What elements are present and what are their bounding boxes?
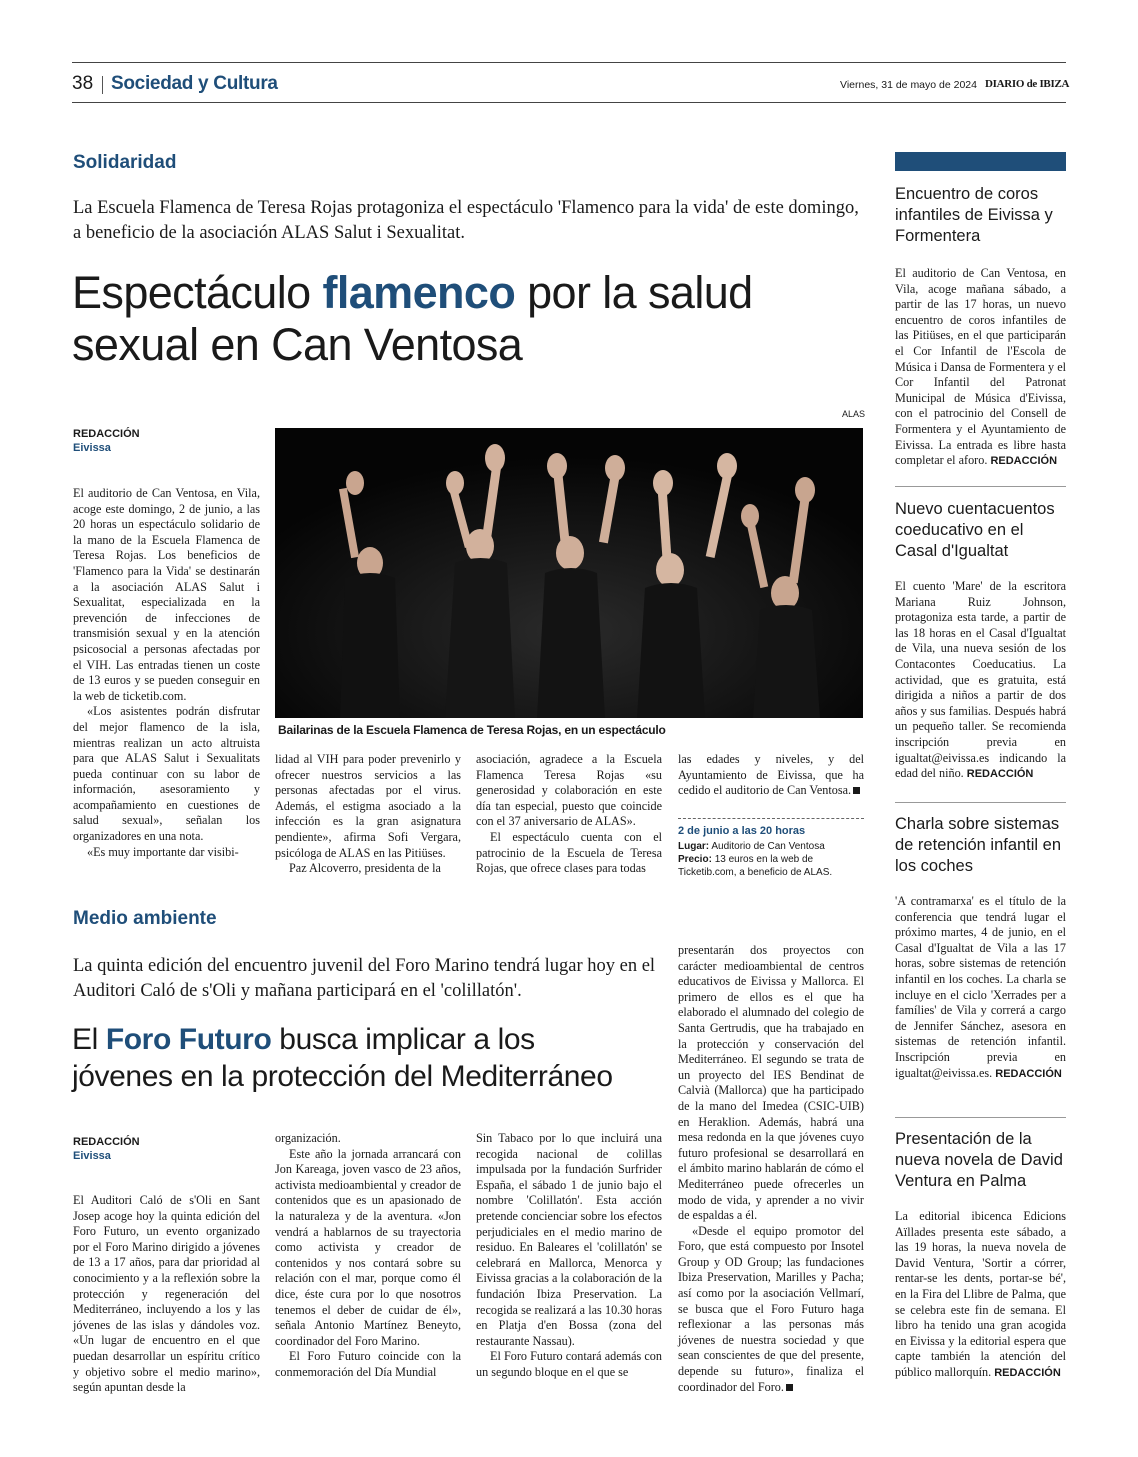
sidebar-item-text: La editorial ibicenca Edicions Aïllades presenta este sábado, a las 19 horas, la nueva novela de David Ventura, 'Sortir a córrer, rentar-se les dents, portar-se bé', en la Fira del Llibre de Palma, que se celebra este fin de semana. El libro ha tenido una gran acogida en Eivissa y la editorial espera que capte también la atención del público mallorquín. bbox=[895, 1209, 1066, 1379]
headline-highlight: Foro Futuro bbox=[105, 1023, 272, 1056]
info-precio bbox=[678, 853, 864, 879]
article2-column-1 bbox=[73, 1193, 260, 1396]
article2-column-3 bbox=[476, 1131, 662, 1381]
info-box-details bbox=[678, 840, 864, 879]
sidebar-item-3 bbox=[895, 814, 1066, 1082]
paragraph: Este año la jornada arrancará con Jon Kareaga, joven vasco de 23 años, activista medioambiental y creador de contenidos que es un apasionado de la naturaleza y de la aventura. «Jon vendrá a hablarnos de su trayectoria como activista y creador de contenidos y nos contará sobre su relación con el mar, porque como él dice, éste cura por lo que nosotros tenemos el deber de cuidar de él», señala Antonio Martínez Beneyto, coordinador del Foro Marino. bbox=[275, 1146, 461, 1348]
photo-caption: Bailarinas de la Escuela Flamenca de Teresa Rojas, en un espectáculo bbox=[278, 723, 666, 737]
paragraph: organización. bbox=[275, 1131, 341, 1145]
info-lugar bbox=[678, 840, 864, 853]
issue-date: Viernes, 31 de mayo de 2024 bbox=[840, 79, 977, 91]
article2-column-4 bbox=[678, 943, 864, 1395]
info-box-rule bbox=[678, 818, 864, 819]
headline-part: Espectáculo bbox=[72, 267, 323, 318]
header-rule-bottom bbox=[72, 102, 1066, 103]
paragraph: El Foro Futuro coincide con la conmemoración del Día Mundial bbox=[275, 1349, 461, 1379]
article2-column-2 bbox=[275, 1131, 461, 1381]
sidebar-item-4 bbox=[895, 1129, 1066, 1382]
sidebar-item-title: Nuevo cuentacuentos coeducativo en el Casal d'Igualtat bbox=[895, 500, 1055, 560]
sidebar-item-title: Charla sobre sistemas de retención infantil en los coches bbox=[895, 815, 1062, 875]
section-title: Sociedad y Cultura bbox=[111, 73, 278, 94]
sidebar-item-body bbox=[895, 1209, 1066, 1382]
info-lugar-value: Auditorio de Can Ventosa bbox=[711, 841, 825, 852]
article1-column-4 bbox=[678, 752, 864, 799]
paragraph: «Es muy importante dar visibi- bbox=[87, 844, 239, 859]
info-precio-value: 13 euros en la web de Ticketib.com, a beneficio de ALAS. bbox=[678, 854, 833, 878]
paragraph-text: las edades y niveles, y del Ayuntamiento de Eivissa, que ha cedido el auditorio de Can Ventosa. bbox=[678, 752, 864, 798]
article1-column-2 bbox=[275, 752, 461, 877]
header-rule-top bbox=[72, 62, 1066, 63]
dancers-illustration bbox=[275, 428, 863, 718]
paragraph: El Auditori Caló de s'Oli en Sant Josep acoge hoy la quinta edición del Foro Futuro, un evento organizado por el Foro Marino dirigido a jóvenes de 13 a 17 años, para dar prioridad al conocimiento y a la reflexión sobre la protección y regeneración del Mediterráneo, incluyendo a los y las jóvenes de las islas y dándoles voz. «Un lugar de encuentro en el que puedan desarrollar un espíritu crítico y objetivo sobre el medio marino», según apuntan desde la bbox=[73, 1193, 260, 1395]
article1-subtitle: La Escuela Flamenca de Teresa Rojas protagoniza el espectáculo 'Flamenco para la vida' de este domingo, a beneficio de la asociación ALAS Salut i Sexualitat. bbox=[73, 198, 859, 243]
sidebar-item-body bbox=[895, 266, 1066, 470]
article1-byline: REDACCIÓN bbox=[73, 428, 140, 440]
paragraph bbox=[678, 1224, 864, 1396]
paragraph: «Los asistentes podrán disfrutar del mejor flamenco de la isla, mientras realizan un acto altruista para que ALAS Salut i Sexualitats pueda continuar con su labor de información, asesoramiento y acompañamiento en cuestiones de salud sexual», señalan los organizadores en una nota. bbox=[73, 704, 260, 844]
article1-column-3 bbox=[476, 752, 662, 877]
headline-line2: jóvenes en la protección del Mediterráneo bbox=[72, 1060, 613, 1093]
paragraph: Paz Alcoverro, presidenta de la bbox=[289, 861, 441, 876]
sidebar-item-signature: REDACCIÓN bbox=[990, 455, 1058, 468]
paragraph bbox=[678, 752, 864, 799]
sidebar-item-signature: REDACCIÓN bbox=[966, 768, 1034, 781]
paragraph: El espectáculo cuenta con el patrocinio de la Escuela de Teresa Rojas, que ofrece clases para todas bbox=[476, 829, 662, 876]
article2-headline bbox=[72, 1021, 682, 1095]
info-lugar-label: Lugar: bbox=[678, 841, 710, 852]
end-mark-icon bbox=[786, 1384, 793, 1391]
sidebar-item-signature: REDACCIÓN bbox=[995, 1067, 1062, 1080]
article1-headline bbox=[72, 267, 872, 371]
article1-kicker: Solidaridad bbox=[73, 152, 177, 173]
headline-line2: sexual en Can Ventosa bbox=[72, 319, 523, 370]
paragraph: presentarán dos proyectos con carácter medioambiental de centros educativos de Eivissa y Mallorca. El primero de ellos es el que ha elaborado el alumnado del colegio de Santa Gertrudis, que ha trabajado en la protección y conservación del Mediterráneo. El segundo se trata de un proyecto del IES Bendinat de Calvià (Mallorca) que ha participado de la mano del Imedea (CSIC-UIB) en Heraklion. Además, habrá una mesa redonda en la que jóvenes cuyo futuro profesional se desarrollará en el ámbito marino hablarán de cómo el Mediterráneo puede ofrecerles un modo de vida, y aprender a no vivir de espaldas a él. bbox=[678, 943, 864, 1223]
page-number: 38 bbox=[72, 73, 94, 94]
sidebar-divider bbox=[895, 1117, 1066, 1118]
sidebar-color-bar bbox=[895, 152, 1066, 171]
sidebar-divider bbox=[895, 802, 1066, 803]
sidebar-item-body bbox=[895, 579, 1066, 783]
article2-subtitle: La quinta edición del encuentro juvenil del Foro Marino tendrá lugar hoy en el Auditori Caló de s'Oli y mañana participará en el 'colillatón'. bbox=[73, 956, 656, 1001]
headline-part: El bbox=[72, 1023, 106, 1056]
paragraph: asociación, agradece a la Escuela Flamenca Teresa Rojas «su generosidad y colaboración en este día tan especial, puesto que coincide con el 37 aniversario de ALAS». bbox=[476, 752, 662, 829]
headline-part: busca implicar a los bbox=[271, 1023, 535, 1056]
paragraph: El auditorio de Can Ventosa, en Vila, acoge este domingo, 2 de junio, a las 20 horas un espectáculo solidario de la mano de la Escuela Flamenca de Teresa Rojas. Los beneficios de 'Flamenco para la Vida' se destinarán a la asociación ALAS Salut i Sexualitat, especializada en la prevención de infecciones de transmisión sexual y en la atención psicosocial a personas afectadas por el VIH. Las entradas tienen un coste de 13 euros y se pueden conseguir en la web de ticketib.com. bbox=[73, 486, 260, 703]
photo-credit: ALAS bbox=[842, 409, 866, 419]
sidebar-item-text: 'A contramarxa' es el título de la conferencia que tendrá lugar el próximo martes, 4 de junio, en el Casal d'Igualtat de Vila a las 17 horas, sobre sistemas de retención infantil en los coches. La charla se incluye en el ciclo 'Xerrades per a famílies' de Vila y correrá a cargo de Jennifer Sánchez, asesora en sistemas de retención infantil. Inscripción previa en igualtat@eivissa.es. bbox=[895, 894, 1066, 1080]
sidebar-item-text: El cuento 'Mare' de la escritora Mariana Ruiz Johnson, protagoniza esta tarde, a partir de las 18 horas en el Casal d'Igualtat de Vila, una nueva sesión de los Contacontes Coeducatius. La actividad, que es gratuita, está dirigida a niños a partir de dos años y sus familias. Después habrá un pequeño taller. Se recomienda inscripción previa en igualtat@eivissa.es indicando la edad del niño. bbox=[895, 579, 1066, 781]
sidebar-item-2 bbox=[895, 499, 1066, 783]
article1-location: Eivissa bbox=[73, 442, 111, 454]
article1-column-1 bbox=[73, 486, 260, 860]
info-box-title: 2 de junio a las 20 horas bbox=[678, 825, 806, 837]
article2-kicker: Medio ambiente bbox=[73, 908, 217, 929]
end-mark-icon bbox=[853, 787, 860, 794]
headline-part: por la salud bbox=[515, 267, 753, 318]
info-precio-label: Precio: bbox=[678, 854, 712, 865]
sidebar-item-signature: REDACCIÓN bbox=[994, 1366, 1061, 1379]
flamenco-photo bbox=[275, 428, 863, 718]
article2-location: Eivissa bbox=[73, 1150, 111, 1162]
sidebar-item-title: Presentación de la nueva novela de David Ventura en Palma bbox=[895, 1130, 1063, 1190]
sidebar-item-title: Encuentro de coros infantiles de Eivissa y Formentera bbox=[895, 185, 1053, 245]
headline-highlight: flamenco bbox=[322, 267, 516, 318]
paragraph: Sin Tabaco por lo que incluirá una recogida nacional de colillas impulsada por la fundación Surfrider España, el sábado 1 de junio bajo el nombre 'Colillatón'. Esta acción pretende concienciar sobre los efectos perjudiciales en el medio marino de residuo. En Baleares el 'colillatón' se celebrará en Mallorca, Menorca y Eivissa gracias a la colaboración de la fundación Ibiza Preservation. La recogida se realizará a las 10.30 horas en Platja d'en Bossa (zona del restaurante Nassau). bbox=[476, 1131, 662, 1348]
sidebar-item-text: El auditorio de Can Ventosa, en Vila, acoge mañana sábado, a partir de las 17 horas, un nuevo encuentro de coros infantiles de las Pitiüses, en el que participarán el Cor Infantil de l'Escola de Música i Dansa de Formentera y el Cor Infantil del Patronat Municipal de Música d'Eivissa, con el patrocinio del Consell de Formentera y el Ayuntamiento de Eivissa. La entrada es libre hasta completar el aforo. bbox=[895, 266, 1066, 468]
sidebar-item-body bbox=[895, 894, 1066, 1082]
paragraph: El Foro Futuro contará además con un segundo bloque en el que se bbox=[476, 1349, 662, 1379]
paragraph: lidad al VIH para poder prevenirlo y ofrecer nuestros servicios a las personas afectadas por el virus. Además, el estigma asociado a la infección es la gran asignatura pendiente», afirma Sofi Vergara, psicóloga de ALAS en las Pitiüses. bbox=[275, 752, 461, 860]
article2-byline: REDACCIÓN bbox=[73, 1136, 140, 1148]
sidebar-item-1 bbox=[895, 184, 1066, 470]
header-divider bbox=[102, 76, 103, 94]
sidebar-divider bbox=[895, 486, 1066, 487]
publication-logo: DIARIO de IBIZA bbox=[985, 78, 1070, 90]
paragraph-text: «Desde el equipo promotor del Foro, que está compuesto por Insotel Group y OD Group; las fundaciones Ibiza Preservation, Marilles y Pacha; así como por la asociación Vellmarí, se busca que el Foro Futuro haga reflexionar a las personas más jóvenes de nuestra sociedad y que sean conscientes de que del presente, depende su futuro», finaliza el coordinador del Foro. bbox=[678, 1223, 864, 1394]
